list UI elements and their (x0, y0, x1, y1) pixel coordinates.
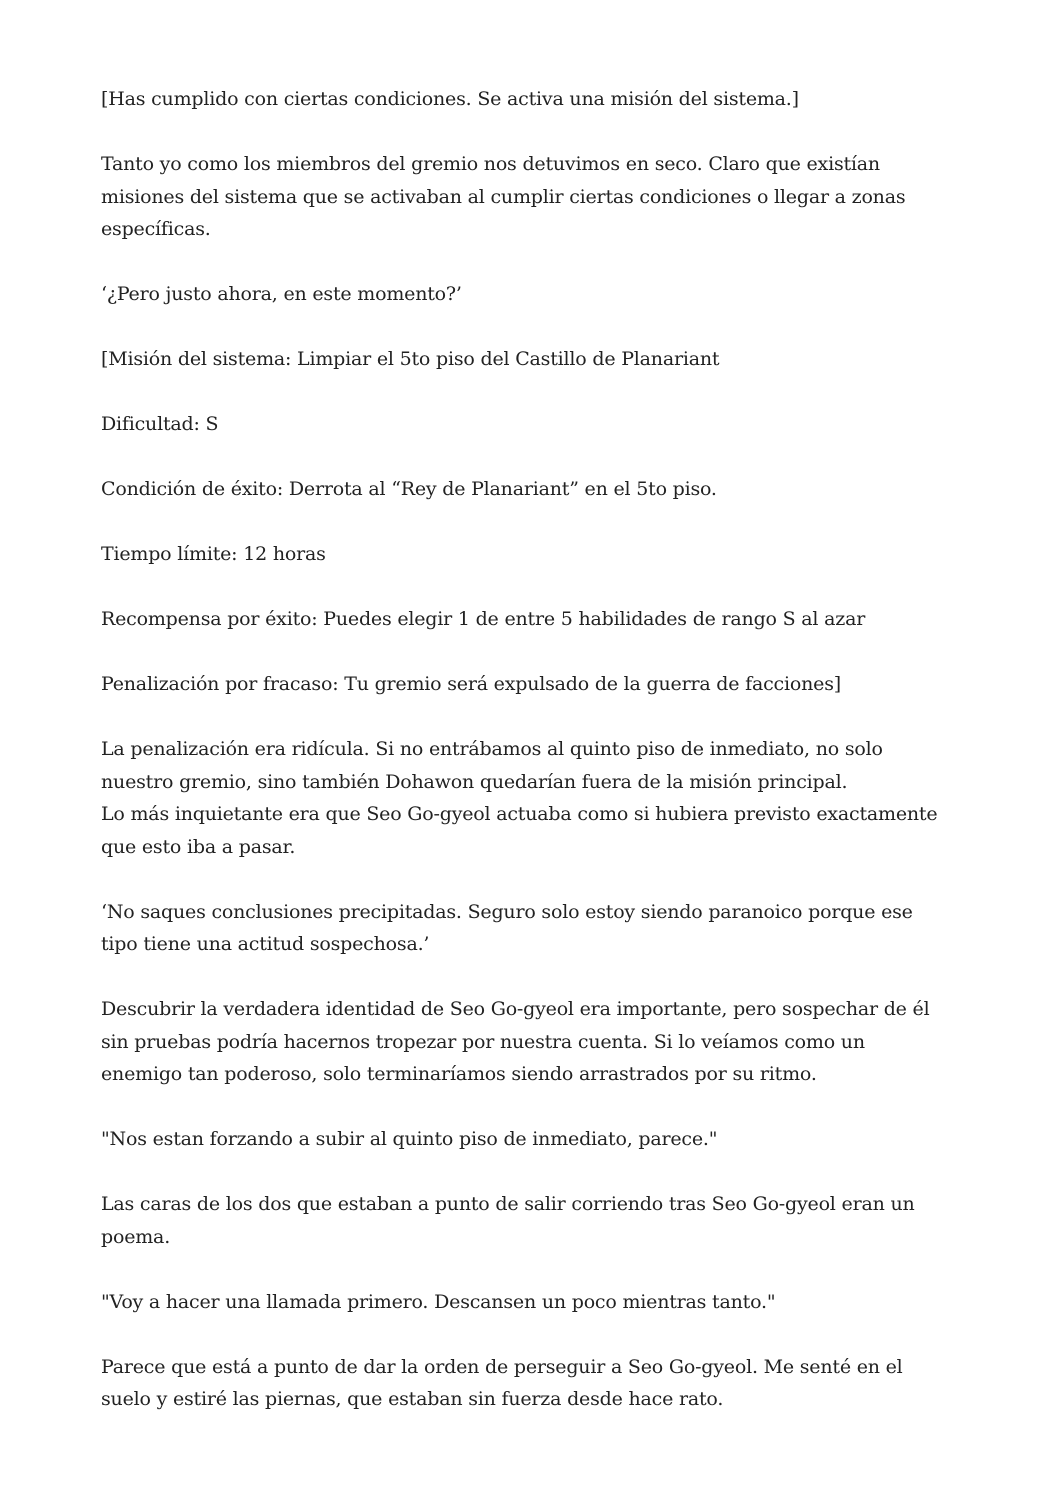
inner-thought-paragraph: ‘¿Pero justo ahora, en este momento?’ (101, 283, 462, 305)
mission-difficulty: Dificultad: S (101, 413, 219, 435)
document-body (101, 83, 941, 1448)
body-paragraph: La penalización era ridícula. Si no entrábamos al quinto piso de inmediato, no solo nuestro gremio, sino también Dohawon quedarían fuera de la misión principal. (101, 738, 883, 793)
dialogue-paragraph: "Voy a hacer una llamada primero. Descansen un poco mientras tanto." (101, 1290, 776, 1313)
mission-penalty: Penalización por fracaso: Tu gremio será expulsado de la guerra de facciones] (101, 673, 841, 695)
body-paragraph: Las caras de los dos que estaban a punto de salir corriendo tras Seo Go-gyeol eran un poema. (101, 1193, 915, 1248)
dialogue-paragraph: "Nos estan forzando a subir al quinto piso de inmediato, parece." (101, 1128, 718, 1150)
body-paragraph: Descubrir la verdadera identidad de Seo Go-gyeol era importante, pero sospechar de él sin pruebas podría hacernos tropezar por nuestra cuenta. Si lo veíamos como un enemigo tan poderoso, solo terminaríamos siendo arrastrados por su ritmo. (101, 998, 930, 1085)
inner-thought-paragraph: ‘No saques conclusiones precipitadas. Seguro solo estoy siendo paranoico porque ese tipo tiene una actitud sospechosa.’ (101, 900, 913, 955)
system-notice-paragraph: [Has cumplido con ciertas condiciones. Se activa una misión del sistema.] (101, 88, 799, 110)
body-paragraph: Lo más inquietante era que Seo Go-gyeol actuaba como si hubiera previsto exactamente que esto iba a pasar. (101, 803, 938, 858)
mission-title: [Misión del sistema: Limpiar el 5to piso del Castillo de Planariant (101, 348, 720, 370)
mission-time-limit: Tiempo límite: 12 horas (101, 543, 326, 565)
body-paragraph: Parece que está a punto de dar la orden de perseguir a Seo Go-gyeol. Me senté en el suelo y estiré las piernas, que estaban sin fuerza desde hace rato. (101, 1355, 903, 1410)
mission-success-condition: Condición de éxito: Derrota al “Rey de Planariant” en el 5to piso. (101, 478, 717, 500)
body-paragraph: Tanto yo como los miembros del gremio nos detuvimos en seco. Claro que existían misiones del sistema que se activaban al cumplir ciertas condiciones o llegar a zonas específicas. (101, 153, 906, 240)
mission-reward: Recompensa por éxito: Puedes elegir 1 de entre 5 habilidades de rango S al azar (101, 608, 866, 630)
